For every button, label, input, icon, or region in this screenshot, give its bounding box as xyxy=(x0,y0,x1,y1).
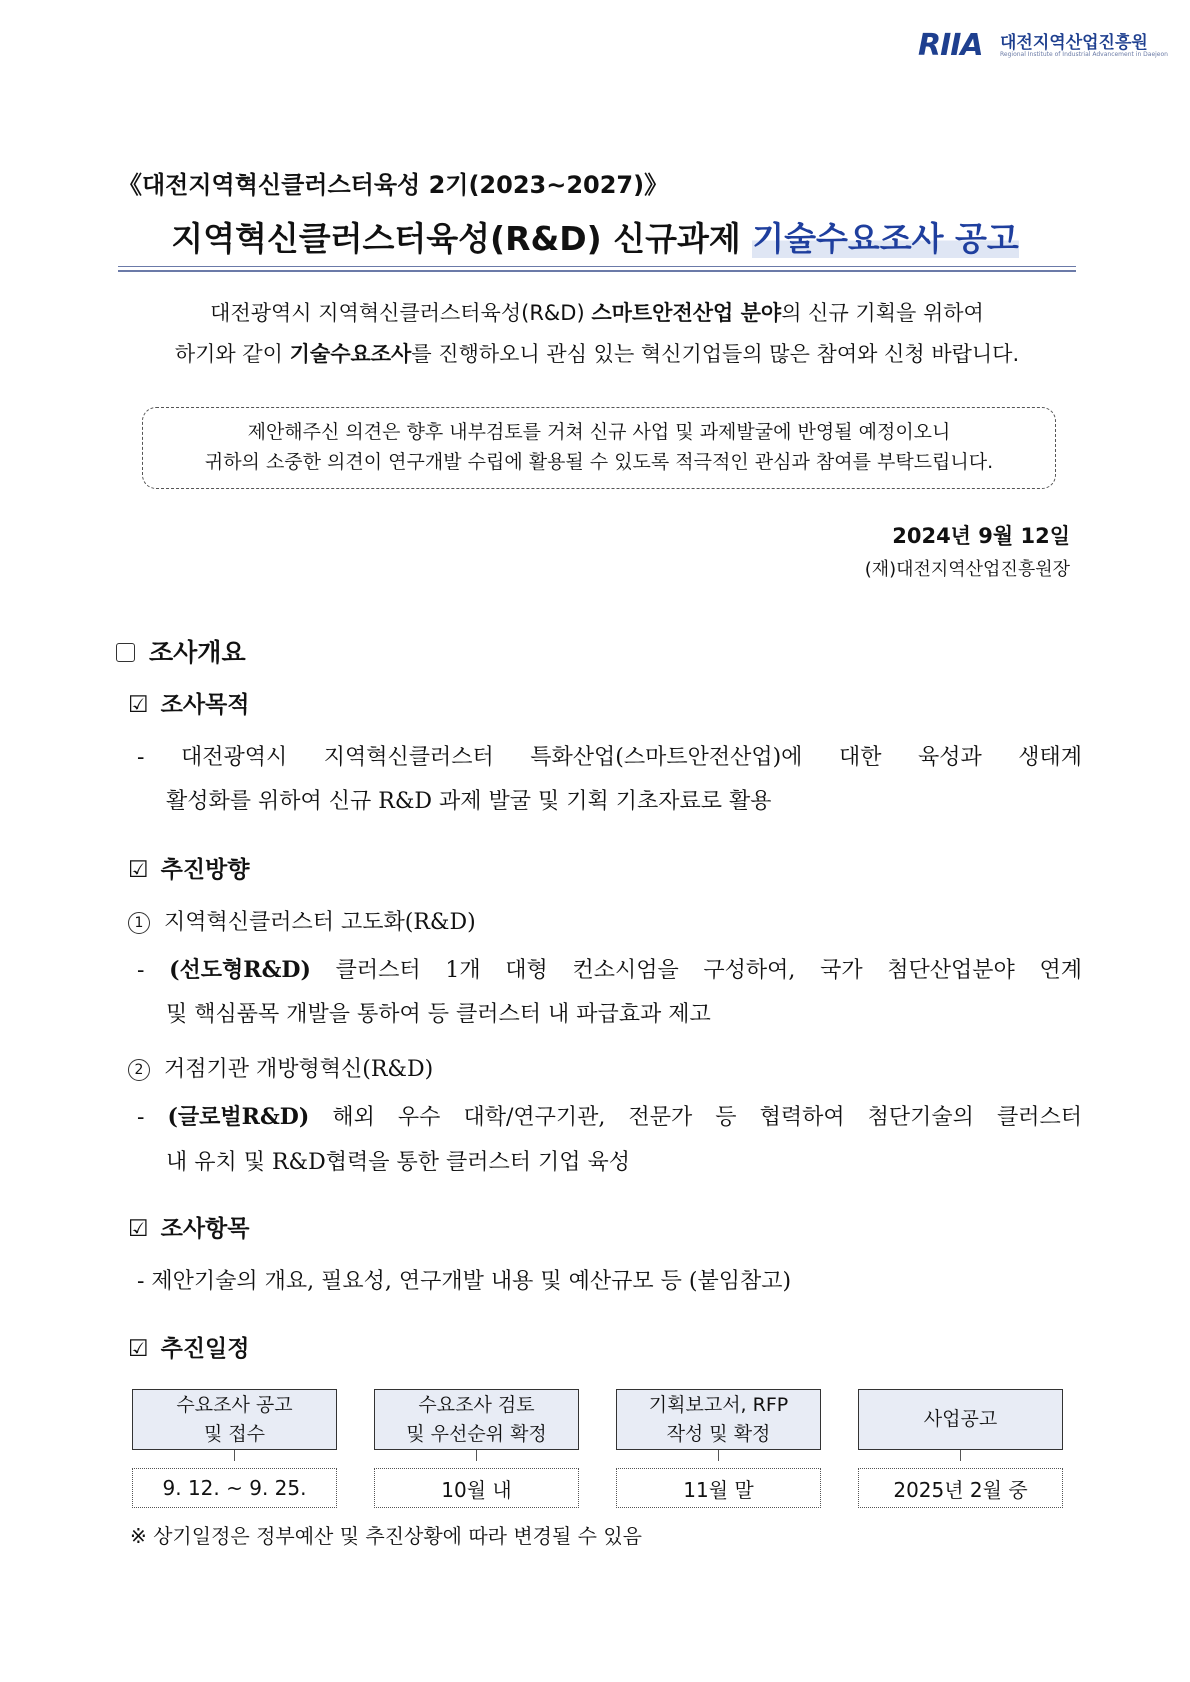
purpose-heading: ☑ 조사목적 xyxy=(128,691,250,718)
title-divider xyxy=(118,266,1076,267)
schedule-date-3: 11월 말 xyxy=(616,1468,821,1508)
issuer: (재)대전지역산업진흥원장 xyxy=(864,559,1070,580)
notice-line-1: 제안해주신 의견은 향후 내부검토를 거쳐 신규 사업 및 과제발굴에 반영될 예정이오니 xyxy=(247,421,951,443)
direction-item-1-title: 1 지역혁신클러스터 고도화(R&D) xyxy=(128,905,476,936)
direction-item-2-line-2: 내 유치 및 R&D협력을 통한 클러스터 기업 육성 xyxy=(166,1150,631,1175)
purpose-line-2: 활성화를 위하여 신규 R&D 과제 발굴 및 기획 기초자료로 활용 xyxy=(166,789,772,814)
schedule-note: ※ 상기일정은 정부예산 및 추진상황에 따라 변경될 수 있음 xyxy=(130,1524,642,1548)
checkbox-checked-icon: ☑ xyxy=(128,857,149,883)
logo-name: 대전지역산업진흥원 xyxy=(1000,33,1148,53)
checkbox-checked-icon: ☑ xyxy=(128,692,149,718)
schedule-date-2: 10월 내 xyxy=(374,1468,579,1508)
connector xyxy=(718,1450,719,1461)
title-highlight: 기술수요조사 공고 xyxy=(752,219,1019,258)
schedule-step-4: 사업공고 xyxy=(858,1389,1063,1450)
notice-box xyxy=(142,407,1056,489)
items-line-1: - 제안기술의 개요, 필요성, 연구개발 내용 및 예산규모 등 (붙임참고) xyxy=(137,1269,792,1294)
section-heading: 조사개요 xyxy=(116,633,246,669)
items-heading: ☑ 조사항목 xyxy=(128,1215,250,1242)
schedule-step-1: 수요조사 공고 및 접수 xyxy=(132,1389,337,1450)
schedule-date-4: 2025년 2월 중 xyxy=(858,1468,1063,1508)
program-subtitle: 《대전지역혁신클러스터육성 2기(2023~2027)》 xyxy=(118,171,669,199)
direction-heading: ☑ 추진방향 xyxy=(128,856,250,883)
circled-number-1: 1 xyxy=(128,912,150,934)
direction-item-2-line-1: - (글로벌R&D) 해외 우수 대학/연구기관, 전문가 등 협력하여 첨단기술의 클러스터 xyxy=(137,1104,1082,1130)
direction-item-2-title: 2 거점기관 개방형혁신(R&D) xyxy=(128,1052,433,1083)
intro-line-2: 하기와 같이 기술수요조사를 진행하오니 관심 있는 혁신기업들의 많은 참여와 신청 바랍니다. xyxy=(174,342,1020,366)
notice-line-2: 귀하의 소중한 의견이 연구개발 수립에 활용될 수 있도록 적극적인 관심과 참여를 부탁드립니다. xyxy=(204,451,994,473)
page-title xyxy=(0,213,1190,260)
schedule-date-1: 9. 12. ~ 9. 25. xyxy=(132,1468,337,1508)
connector xyxy=(960,1450,961,1461)
title-main: 지역혁신클러스터육성(R&D) 신규과제 xyxy=(171,219,753,258)
schedule-heading: ☑ 추진일정 xyxy=(128,1335,250,1362)
circled-number-2: 2 xyxy=(128,1059,150,1081)
logo-subtitle: Regional Institute of Industrial Advancement in Daejeon xyxy=(1000,51,1168,58)
announcement-date: 2024년 9월 12일 xyxy=(892,524,1070,548)
connector xyxy=(234,1450,235,1461)
title-divider-thick xyxy=(118,270,1076,272)
checkbox-checked-icon: ☑ xyxy=(128,1336,149,1362)
connector xyxy=(476,1450,477,1461)
intro-line-1: 대전광역시 지역혁신클러스터육성(R&D) 스마트안전산업 분야의 신규 기획을 위하여 xyxy=(210,301,984,325)
direction-item-1-line-1: - (선도형R&D) 클러스터 1개 대형 컨소시엄을 구성하여, 국가 첨단산업분야 연계 xyxy=(137,957,1082,983)
checkbox-checked-icon: ☑ xyxy=(128,1216,149,1242)
checkbox-empty-icon xyxy=(116,643,135,662)
direction-item-1-line-2: 및 핵심품목 개발을 통하여 등 클러스터 내 파급효과 제고 xyxy=(166,1002,711,1027)
schedule-step-3: 기획보고서, RFP 작성 및 확정 xyxy=(616,1389,821,1450)
schedule-step-2: 수요조사 검토 및 우선순위 확정 xyxy=(374,1389,579,1450)
logo xyxy=(918,26,1168,66)
purpose-line-1: - 대전광역시 지역혁신클러스터 특화산업(스마트안전산업)에 대한 육성과 생태계 xyxy=(137,745,1082,770)
logo-mark: RIIA xyxy=(918,28,983,63)
